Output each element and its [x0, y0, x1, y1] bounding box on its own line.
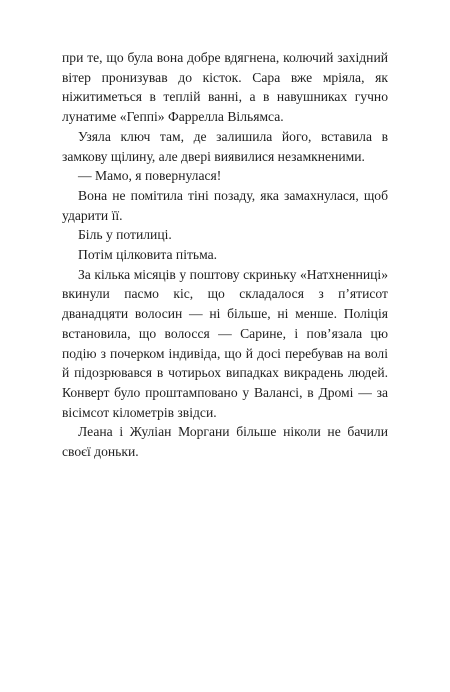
paragraph-months-later: За кілька місяців у поштову скриньку «Натхненниці» вкинули пасмо кіс, що складалося з п’ятисот дванадцяти волосин — ні більше, ні менше. Поліція встановила, що волосся — Сарине, і пов’язала цю подію з почерком індивіда, що й досі перебував на волі й підозрювався в чотирьох випадках викрадень людей. Конверт було проштамповано у Валансі, в Дромі — за вісімсот кілометрів звідси. [62, 266, 388, 420]
paragraph-darkness: Потім цілковита пітьма. [78, 247, 218, 263]
paragraph-pain: Біль у потилиці. [78, 227, 172, 243]
paragraph-key: Узяла ключ там, де залишила його, вставила в замкову щілину, але двері виявилися незамкненими. [62, 128, 388, 164]
paragraph-parents: Леана і Жуліан Моргани більше ніколи не бачили своєї доньки. [62, 424, 388, 460]
paragraph-shadow: Вона не помітила тіні позаду, яка замахнулася, щоб ударити її. [62, 187, 388, 223]
dialogue-line: — Мамо, я повернулася! [78, 168, 222, 184]
body-text [62, 48, 388, 462]
paragraph-continuation: при те, що була вона добре вдягнена, колючий західний вітер пронизував до кісток. Сара вже мріяла, як ніжитиметься в теплій ванні, а в навушниках гучно лунатиме «Геппі» Фаррелла Вільямса. [62, 50, 388, 125]
